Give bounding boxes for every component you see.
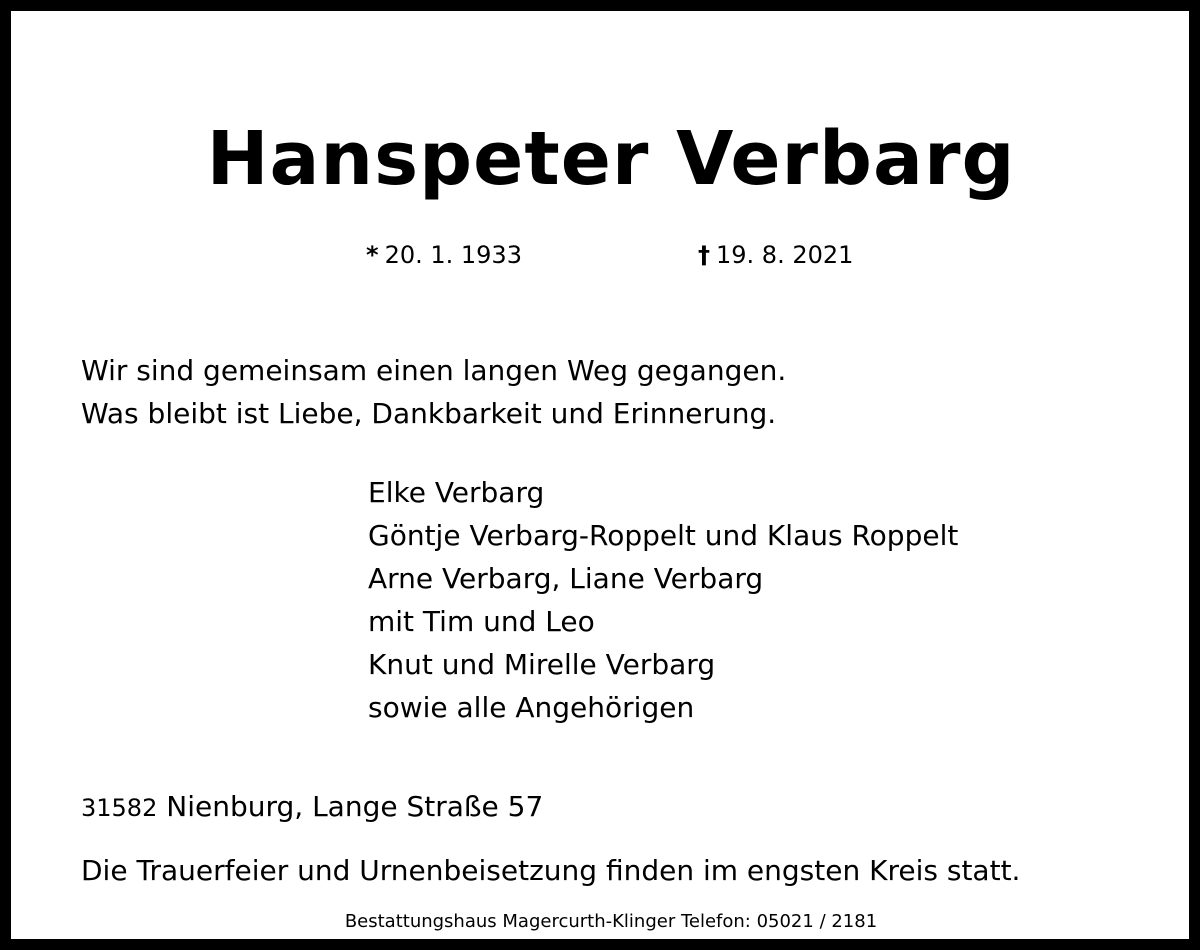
- postal-code: 31582: [81, 794, 158, 822]
- motto-line: Was bleibt ist Liebe, Dankbarkeit und Erinnerung.: [81, 397, 777, 430]
- street-address: Nienburg, Lange Straße 57: [166, 790, 544, 823]
- motto-line: Wir sind gemeinsam einen langen Weg gegangen.: [81, 354, 787, 387]
- birth-date-text: 20. 1. 1933: [384, 241, 522, 269]
- address: [81, 788, 543, 827]
- death-date: [698, 239, 853, 271]
- deceased-name: Hanspeter Verbarg: [206, 116, 1016, 202]
- mourner-line: Arne Verbarg, Liane Verbarg: [368, 562, 764, 595]
- mourner-line: Elke Verbarg: [368, 476, 545, 509]
- funeral-notice: Die Trauerfeier und Urnenbeisetzung finden im engsten Kreis statt.: [81, 854, 1021, 887]
- mourners-list: [368, 471, 958, 729]
- mourner-line: Göntje Verbarg-Roppelt und Klaus Roppelt: [368, 519, 959, 552]
- birth-symbol: *: [366, 241, 379, 269]
- mourner-line: mit Tim und Leo: [368, 605, 595, 638]
- death-cross-symbol: †: [698, 241, 710, 269]
- funeral-home-footer: Bestattungshaus Magercurth-Klinger Telefon: 05021 / 2181: [344, 911, 878, 932]
- birth-date: [366, 239, 522, 271]
- memorial-motto: [81, 349, 786, 435]
- mourner-line: Knut und Mirelle Verbarg: [368, 648, 716, 681]
- death-date-text: 19. 8. 2021: [716, 241, 854, 269]
- mourner-line: sowie alle Angehörigen: [368, 691, 695, 724]
